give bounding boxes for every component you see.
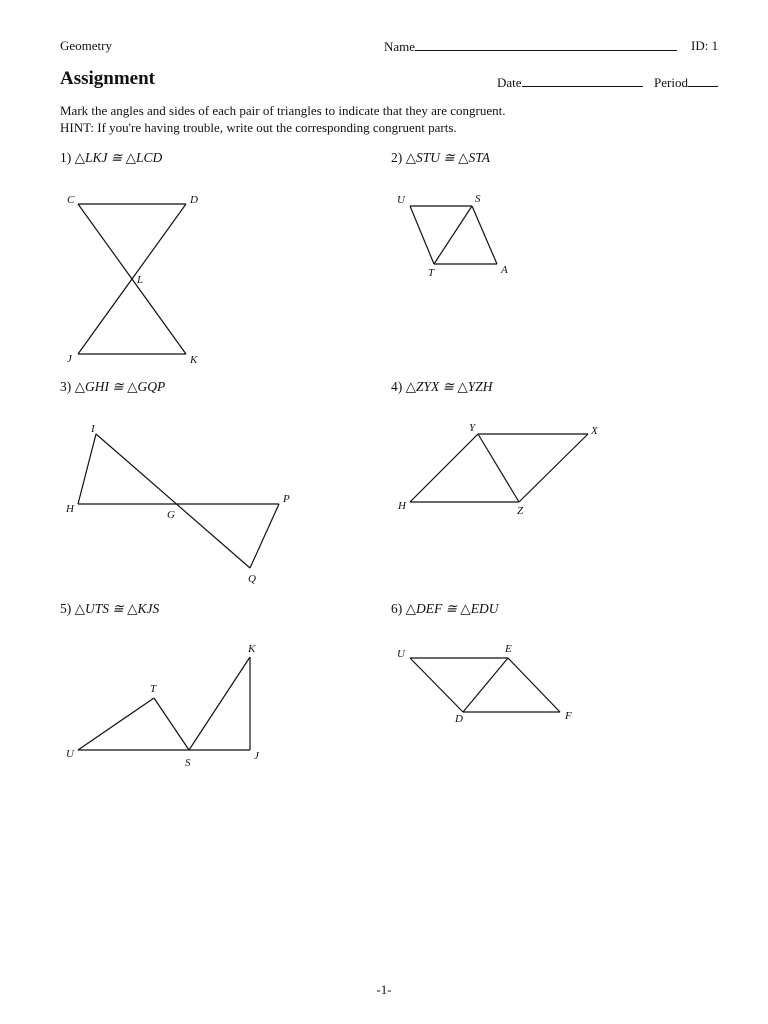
figure-5 (66, 643, 260, 769)
congruence-statement: △UTS ≅ △KJS (74, 601, 160, 616)
segment-yh (410, 434, 478, 502)
page-title: Assignment (60, 68, 156, 89)
vertex-label-a: A (501, 264, 508, 276)
vertex-label-h: H (66, 503, 74, 515)
congruence-statement: △STU ≅ △STA (405, 150, 490, 165)
vertex-label-c: C (67, 194, 75, 206)
period-label: Period (654, 75, 688, 90)
vertex-label-u: U (397, 648, 405, 660)
figure-4 (397, 422, 599, 517)
course-name: Geometry (60, 38, 112, 53)
vertex-label-i: I (91, 423, 95, 435)
congruence-statement: △ZYX ≅ △YZH (405, 379, 493, 394)
segment-xz (519, 434, 588, 502)
problem-number: 1) (60, 150, 72, 165)
figure-6 (397, 643, 572, 725)
vertex-label-k: K (190, 354, 198, 366)
vertex-label-y: Y (469, 422, 476, 434)
vertex-label-x: X (591, 425, 598, 437)
instructions-line-2: HINT: If you're having trouble, write out the corresponding congruent parts. (60, 120, 457, 135)
instructions-line-1: Mark the angles and sides of each pair of triangles to indicate that they are congruent. (60, 103, 506, 118)
segment-ef (508, 658, 560, 712)
segment-sk (189, 657, 250, 750)
congruence-statement: △LKJ ≅ △LCD (74, 150, 163, 165)
segment-ts (154, 698, 189, 750)
congruence-statement: △DEF ≅ △EDU (405, 601, 499, 616)
problem-number: 3) (60, 379, 72, 394)
segment-yz (478, 434, 519, 502)
date-label: Date (497, 75, 522, 90)
vertex-label-k: K (248, 643, 256, 655)
vertex-label-z: Z (517, 505, 524, 517)
name-label: Name (384, 39, 416, 54)
vertex-label-j: J (67, 353, 72, 365)
vertex-label-p: P (283, 493, 290, 505)
segment-ut (78, 698, 154, 750)
problem-number: 5) (60, 601, 72, 616)
vertex-label-q: Q (248, 573, 256, 585)
vertex-label-d: D (190, 194, 198, 206)
figure-1 (67, 194, 198, 366)
figure-3 (65, 423, 290, 585)
vertex-label-u: U (66, 748, 74, 760)
vertex-label-d: D (455, 713, 463, 725)
vertex-label-u: U (397, 194, 405, 206)
segment-iq (96, 434, 250, 568)
vertex-label-l: L (137, 274, 144, 286)
segment-ud (410, 658, 463, 712)
segment-st (434, 206, 472, 264)
vertex-label-f: F (565, 710, 572, 722)
problem-number: 6) (391, 601, 403, 616)
vertex-label-t: T (150, 683, 157, 695)
problem-number: 2) (391, 150, 403, 165)
figure-2 (397, 193, 508, 279)
worksheet-id: ID: 1 (691, 38, 719, 53)
vertex-label-s: S (185, 757, 191, 769)
vertex-label-j: J (254, 750, 259, 762)
vertex-label-h: H (398, 500, 406, 512)
vertex-label-s: S (475, 193, 481, 205)
congruence-statement: △GHI ≅ △GQP (74, 379, 166, 394)
segment-ih (78, 434, 96, 504)
segment-ed (463, 658, 508, 712)
page-number: -1- (376, 982, 392, 997)
segment-pq (250, 504, 279, 568)
vertex-label-t: T (428, 267, 435, 279)
vertex-label-e: E (505, 643, 512, 655)
vertex-label-g: G (167, 509, 175, 521)
segment-sa (472, 206, 497, 264)
segment-ut (410, 206, 434, 264)
problem-number: 4) (391, 379, 403, 394)
